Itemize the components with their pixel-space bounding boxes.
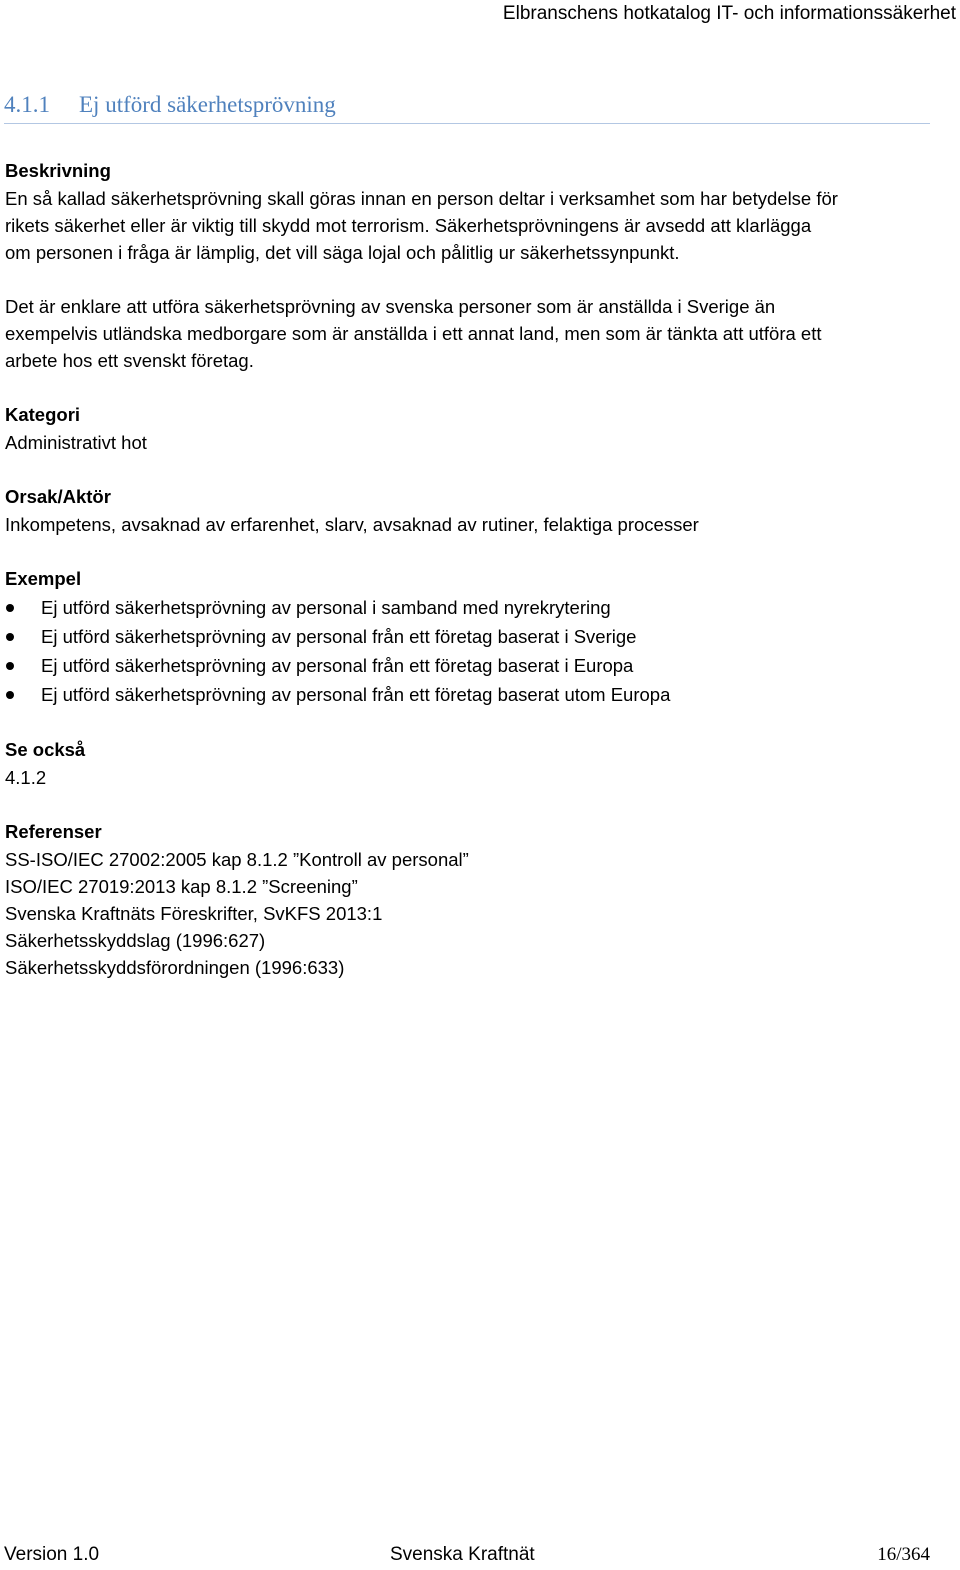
list-item [5, 622, 935, 651]
list-item [5, 651, 935, 680]
orsak-value: Inkompetens, avsaknad av erfarenhet, slarv, avsaknad av rutiner, felaktiga processer [5, 514, 699, 535]
reference-item: ISO/IEC 27019:2013 kap 8.1.2 ”Screening” [5, 876, 358, 897]
exempel-label: Exempel [5, 568, 82, 589]
bullet-icon [6, 604, 14, 612]
bullet-icon [6, 691, 14, 699]
document-body [5, 157, 935, 981]
footer-version: Version 1.0 [4, 1544, 100, 1565]
reference-item: SS-ISO/IEC 27002:2005 kap 8.1.2 ”Kontroll av personal” [5, 849, 469, 870]
description-line: om personen i fråga är lämplig, det vill säga lojal och pålitlig ur säkerhetssynpunkt. [5, 242, 680, 263]
page-header-title: Elbranschens hotkatalog IT- och informationssäkerhet [502, 3, 956, 24]
description-line: En så kallad säkerhetsprövning skall göras innan en person deltar i verksamhet som har betydelse för [5, 188, 838, 209]
footer-organization: Svenska Kraftnät [390, 1544, 535, 1565]
beskrivning-label: Beskrivning [5, 160, 111, 181]
description-line: Det är enklare att utföra säkerhetsprövning av svenska personer som är anställda i Sverige än [5, 296, 776, 317]
reference-item: Säkerhetsskyddsförordningen (1996:633) [5, 957, 345, 978]
kategori-label: Kategori [5, 404, 81, 425]
kategori-value: Administrativt hot [5, 432, 147, 453]
reference-item: Svenska Kraftnäts Föreskrifter, SvKFS 2013:1 [5, 903, 383, 924]
list-item-text: Ej utförd säkerhetsprövning av personal från ett företag baserat i Europa [41, 655, 634, 676]
list-item-text: Ej utförd säkerhetsprövning av personal från ett företag baserat i Sverige [41, 626, 637, 647]
section-heading [4, 87, 930, 124]
se-ocksa-label: Se också [5, 739, 86, 760]
bullet-icon [6, 633, 14, 641]
description-line: rikets säkerhet eller är viktig till skydd mot terrorism. Säkerhetsprövningens är avsedd att klarlägga [5, 215, 812, 236]
section-number: 4.1.1 [4, 92, 50, 117]
list-item [5, 680, 935, 709]
exempel-list [5, 593, 935, 709]
description-line: arbete hos ett svenskt företag. [5, 350, 254, 371]
page-footer [4, 1541, 930, 1569]
se-ocksa-value: 4.1.2 [5, 767, 47, 788]
list-item [5, 593, 935, 622]
referenser-label: Referenser [5, 821, 102, 842]
section-title: Ej utförd säkerhetsprövning [79, 92, 336, 117]
list-item-text: Ej utförd säkerhetsprövning av personal från ett företag baserat utom Europa [41, 684, 671, 705]
orsak-label: Orsak/Aktör [5, 486, 111, 507]
description-line: exempelvis utländska medborgare som är anställda i ett annat land, men som är tänkta att utföra ett [5, 323, 822, 344]
footer-page-number: 16/364 [877, 1544, 930, 1565]
list-item-text: Ej utförd säkerhetsprövning av personal i samband med nyrekrytering [41, 597, 611, 618]
reference-item: Säkerhetsskyddslag (1996:627) [5, 930, 266, 951]
bullet-icon [6, 662, 14, 670]
